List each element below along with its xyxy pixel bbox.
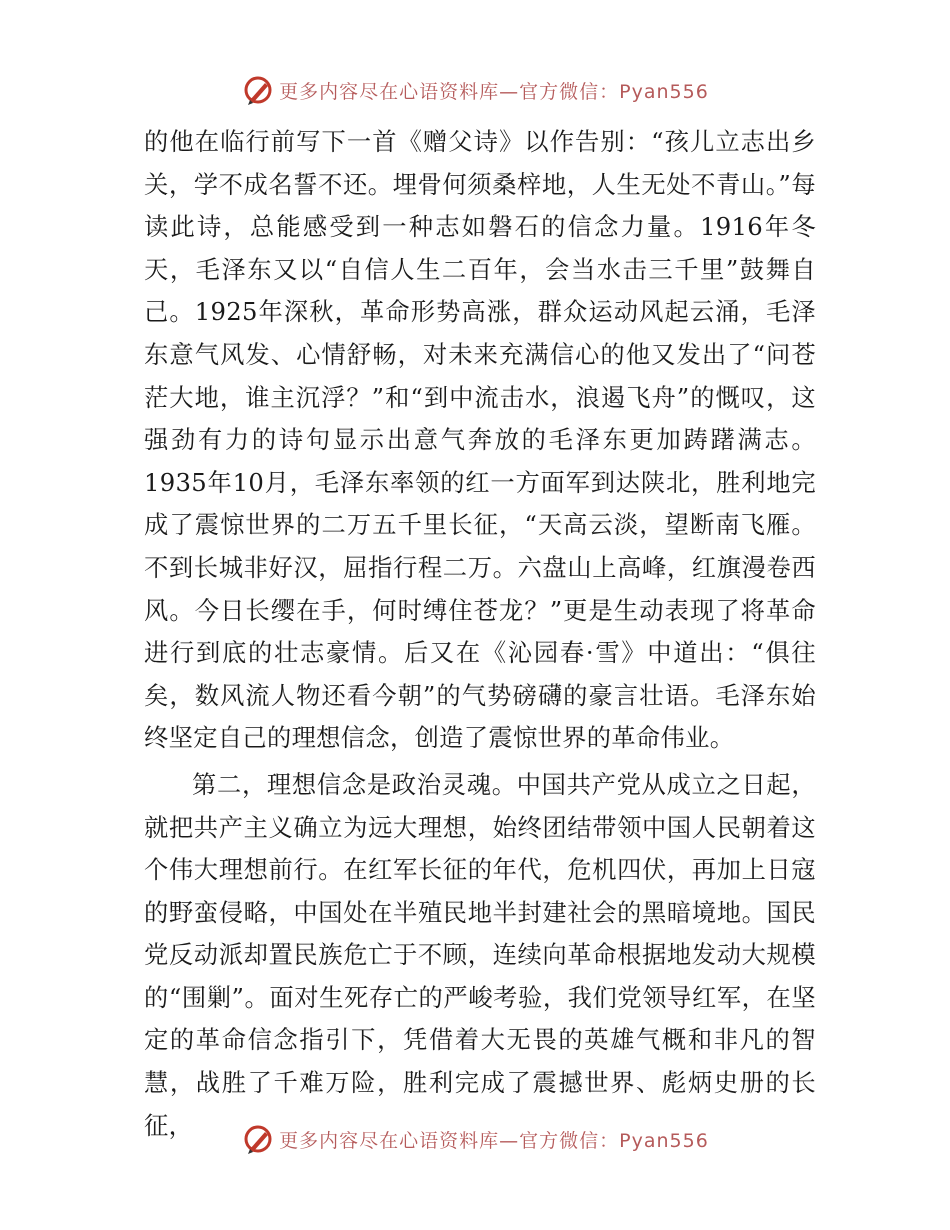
paragraph-second-point: 第二，理想信念是政治灵魂。中国共产党从成立之日起，就把共产主义确立为远大理想，始终团结带领中国人民朝着这个伟大理想前行。在红军长征的年代，危机四伏，再加上日寇的野蛮侵略，中国处在半殖民地半封建社会的黑暗境地。国民党反动派却置民族危亡于不顾，连续向革命根据地发动大规模的“围剿”。面对生死存亡的严峻考验，我们党领导红军，在坚定的革命信念指引下，凭借着大无畏的英雄气概和非凡的智慧，战胜了千难万险，胜利完成了震撼世界、彪炳史册的长征，	[144, 769, 816, 1140]
header-banner-text: 更多内容尽在心语资料库—官方微信：Pyan556	[279, 80, 709, 103]
footer-banner-text: 更多内容尽在心语资料库—官方微信：Pyan556	[279, 1129, 709, 1152]
document-body	[144, 121, 816, 1147]
pen-logo-icon	[241, 73, 275, 107]
paragraph-continued: 的他在临行前写下一首《赠父诗》以作告别：“孩儿立志出乡关，学不成名誓不还。埋骨何须桑梓地，人生无处不青山。”每读此诗，总能感受到一种志如磐石的信念力量。1916年冬天，毛泽东又以“自信人生二百年，会当水击三千里”鼓舞自己。1925年深秋，革命形势高涨，群众运动风起云涌，毛泽东意气风发、心情舒畅，对未来充满信心的他又发出了“问苍茫大地，谁主沉浮？”和“到中流击水，浪遏飞舟”的慨叹，这强劲有力的诗句显示出意气奔放的毛泽东更加踌躇满志。1935年10月，毛泽东率领的红一方面军到达陕北，胜利地完成了震惊世界的二万五千里长征，“天高云淡，望断南飞雁。不到长城非好汉，屈指行程二万。六盘山上高峰，红旗漫卷西风。今日长缨在手，何时缚住苍龙？”更是生动表现了将革命进行到底的壮志豪情。后又在《沁园春·雪》中道出：“俱往矣，数风流人物还看今朝”的气势磅礴的豪言壮语。毛泽东始终坚定自己的理想信念，创造了震惊世界的革命伟业。	[144, 127, 816, 753]
header-banner	[0, 73, 950, 107]
pen-logo-icon	[241, 1122, 275, 1156]
footer-banner	[0, 1122, 950, 1156]
